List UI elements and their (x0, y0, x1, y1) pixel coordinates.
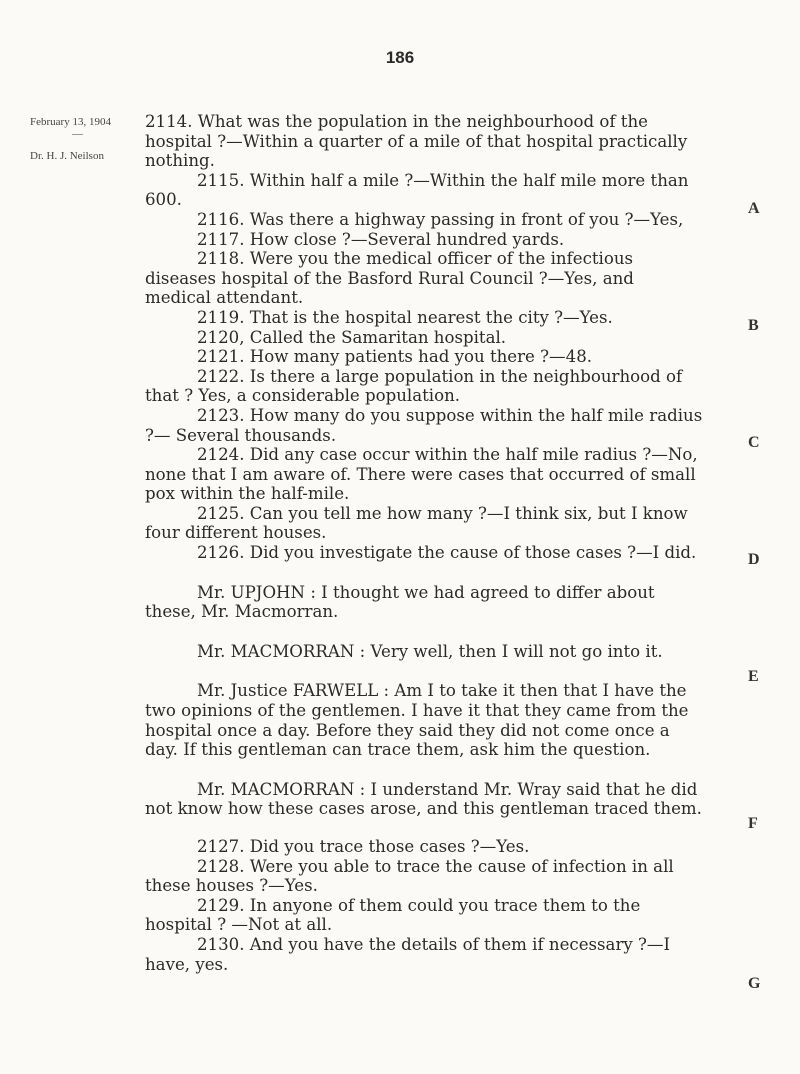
margin-dash: — (72, 128, 83, 140)
transcript-body (145, 112, 705, 974)
margin-witness: Dr. H. J. Neilson (30, 150, 104, 162)
line-letter-a: A (748, 200, 760, 217)
paragraph-2130: 2130. And you have the details of them if necessary ?—I have, yes. (145, 934, 671, 974)
paragraph-2120: 2120, Called the Samaritan hospital. (197, 327, 507, 347)
paragraph-2128: 2128. Were you able to trace the cause of infection in all these houses ?—Yes. (145, 856, 674, 896)
line-letter-b: B (748, 317, 759, 334)
paragraph-2123: 2123. How many do you suppose within the half mile radius ?— Several thousands. (145, 405, 703, 445)
paragraph-2127: 2127. Did you trace those cases ?—Yes. (197, 837, 530, 856)
margin-date: February 13, 1904 (30, 116, 111, 128)
paragraph-macmorran-1: Mr. MACMORRAN : Very well, then I will not go into it. (197, 641, 663, 661)
paragraph-2119: 2119. That is the hospital nearest the city ?—Yes. (197, 307, 613, 327)
page-number: 186 (385, 48, 415, 67)
paragraph-2129: 2129. In anyone of them could you trace them to the hospital ? —Not at all. (145, 895, 641, 935)
line-letter-f: F (748, 815, 758, 832)
line-letter-e: E (748, 668, 759, 685)
paragraph-2114: 2114. What was the population in the neighbourhood of the hospital ?—Within a quarter of a mile of that hospital practically nothing. (145, 112, 688, 171)
line-letter-c: C (748, 434, 760, 451)
paragraph-2126: 2126. Did you investigate the cause of those cases ?—I did. (197, 543, 697, 563)
paragraph-macmorran-2: Mr. MACMORRAN : I understand Mr. Wray said that he did not know how these cases arose, and this gentleman traced them. (145, 779, 702, 819)
paragraph-farwell: Mr. Justice FARWELL : Am I to take it then that I have the two opinions of the gentlemen. I have it that they came from the hospital once a day. Before they said they did not come once a day. If this gentleman can trace them, ask him the question. (145, 681, 689, 760)
paragraph-2118: 2118. Were you the medical officer of the infectious diseases hospital of the Basford Rural Council ?—Yes, and medical attendant. (145, 249, 634, 308)
paragraph-2116: 2116. Was there a highway passing in front of you ?—Yes, (197, 209, 684, 229)
paragraph-2121: 2121. How many patients had you there ?—48. (197, 347, 593, 367)
line-letter-d: D (748, 551, 760, 568)
paragraph-2117: 2117. How close ?—Several hundred yards. (197, 229, 565, 249)
paragraph-upjohn: Mr. UPJOHN : I thought we had agreed to differ about these, Mr. Macmorran. (145, 582, 655, 622)
paragraph-2122: 2122. Is there a large population in the neighbourhood of that ? Yes, a considerable population. (145, 366, 683, 406)
paragraph-2125: 2125. Can you tell me how many ?—I think six, but I know four different houses. (145, 503, 688, 543)
paragraph-2124: 2124. Did any case occur within the half mile radius ?—No, none that I am aware of. There were cases that occurred of small pox within the half-mile. (145, 445, 698, 504)
line-letter-g: G (748, 975, 761, 992)
paragraph-2115: 2115. Within half a mile ?—Within the half mile more than 600. (145, 170, 689, 210)
